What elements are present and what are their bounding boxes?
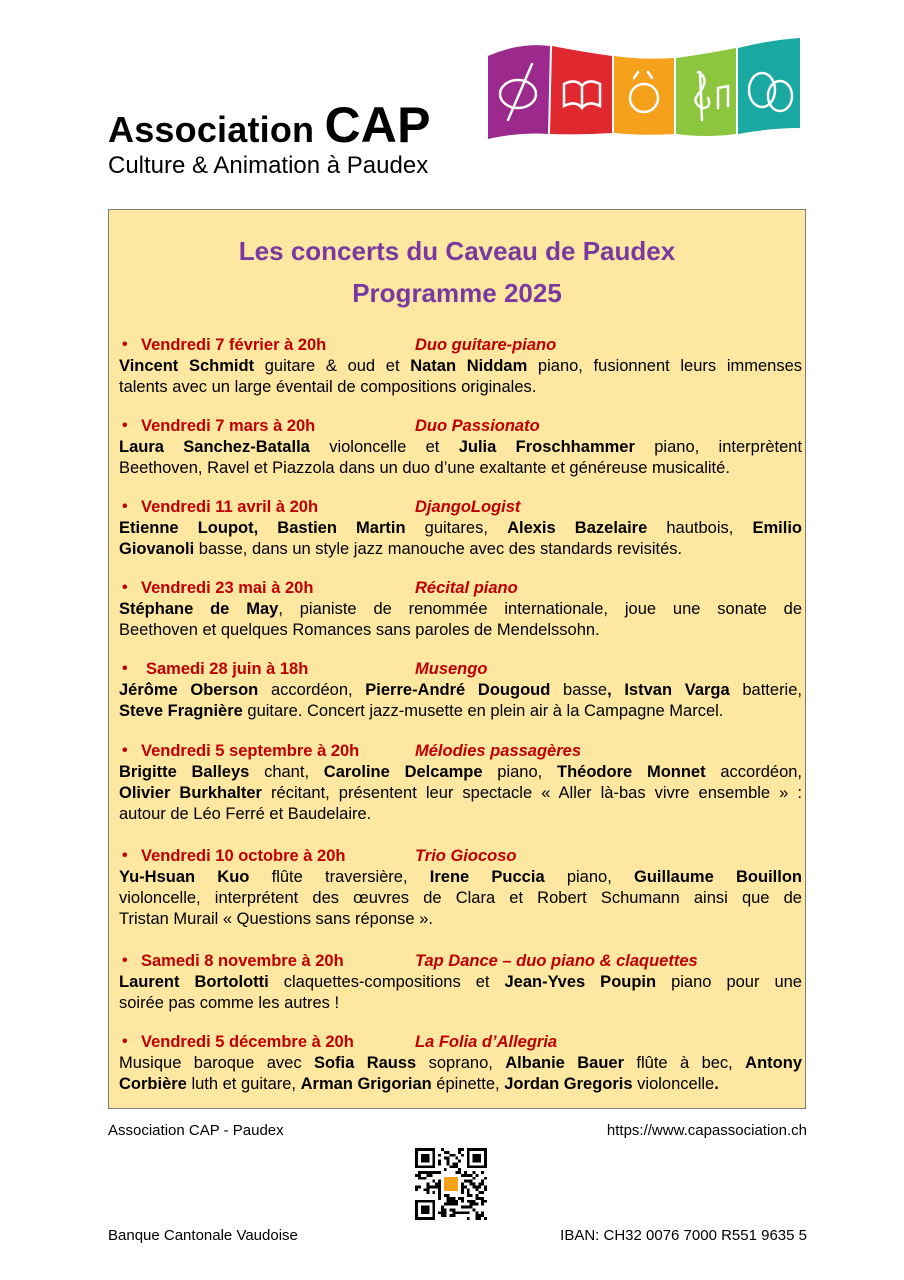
performer-name: Irene Puccia bbox=[429, 868, 545, 886]
concert-description-line bbox=[119, 620, 802, 641]
concert-header bbox=[119, 578, 802, 599]
description-text: récitant, présentent leur spectacle « Aller là-bas vivre ensemble » : bbox=[261, 784, 802, 802]
performer-name: Guillaume Bouillon bbox=[634, 868, 802, 886]
description-text: guitare & oud et bbox=[254, 357, 411, 375]
concert-date: Vendredi 5 septembre à 20h bbox=[141, 742, 360, 760]
bullet-icon: • bbox=[122, 336, 128, 353]
concert-entry bbox=[119, 497, 802, 560]
concert-header bbox=[119, 497, 802, 518]
description-text: violoncelle, interprétent des œuvres de Clara et Robert Schumann ainsi que de bbox=[119, 889, 802, 907]
performer-name: Etienne Loupot, Bastien Martin bbox=[119, 519, 406, 537]
concert-entry bbox=[119, 578, 802, 641]
performer-name: Jérôme Oberson bbox=[119, 681, 259, 699]
concert-description-line bbox=[119, 377, 802, 398]
concert-description-line bbox=[119, 356, 802, 377]
association-subtitle: Culture & Animation à Paudex bbox=[108, 152, 429, 179]
performer-name: Sofia Rauss bbox=[313, 1054, 417, 1072]
description-text: claquettes-compositions et bbox=[268, 973, 505, 991]
description-text: autour de Léo Ferré et Baudelaire. bbox=[119, 805, 372, 823]
description-text: luth et guitare, bbox=[186, 1075, 301, 1093]
performer-name: Giovanoli bbox=[119, 540, 195, 558]
performer-name: Laura Sanchez-Batalla bbox=[119, 438, 310, 456]
description-text: chant, bbox=[249, 763, 324, 781]
concert-description-line bbox=[119, 539, 802, 560]
concert-title: Tap Dance – duo piano & claquettes bbox=[415, 952, 698, 970]
concert-date: Vendredi 5 décembre à 20h bbox=[141, 1033, 354, 1051]
concert-description-line bbox=[119, 888, 802, 909]
concert-title: Duo guitare-piano bbox=[415, 336, 557, 354]
concert-entry bbox=[119, 416, 802, 479]
bank-name: Banque Cantonale Vaudoise bbox=[108, 1227, 298, 1244]
concert-description-line bbox=[119, 1053, 802, 1074]
qr-code-icon[interactable] bbox=[415, 1148, 487, 1220]
performer-name: Brigitte Balleys bbox=[119, 763, 250, 781]
description-text: Beethoven et quelques Romances sans paroles de Mendelssohn. bbox=[119, 621, 600, 639]
concert-description-line bbox=[119, 518, 802, 539]
description-text: piano, interprètent bbox=[634, 438, 803, 456]
concert-description-line bbox=[119, 458, 802, 479]
performer-name: Laurent Bortolotti bbox=[119, 973, 269, 991]
program-heading: Les concerts du Caveau de Paudex bbox=[238, 236, 676, 266]
performer-name: Jordan Gregoris bbox=[504, 1075, 633, 1093]
description-text: basse bbox=[550, 681, 608, 699]
description-text: piano, bbox=[544, 868, 635, 886]
concert-program-box bbox=[108, 209, 806, 1109]
performer-name: Jean-Yves Poupin bbox=[504, 973, 657, 991]
concert-description-line bbox=[119, 701, 802, 722]
performer-name: Yu-Hsuan Kuo bbox=[119, 868, 250, 886]
concert-entry bbox=[119, 741, 802, 825]
description-text: violoncelle et bbox=[309, 438, 459, 456]
cap-arts-logo bbox=[488, 38, 802, 140]
description-text: soirée pas comme les autres ! bbox=[119, 994, 340, 1012]
bullet-icon: • bbox=[122, 952, 128, 969]
description-text: guitare. Concert jazz-musette en plein air à la Campagne Marcel. bbox=[242, 702, 724, 720]
concert-entry bbox=[119, 659, 802, 722]
concert-title: La Folia d’Allegria bbox=[415, 1033, 558, 1051]
performer-name: Steve Fragnière bbox=[119, 702, 243, 720]
description-text: piano pour une bbox=[656, 973, 802, 991]
description-text: basse, dans un style jazz manouche avec des standards revisités. bbox=[194, 540, 683, 558]
qr-logo-mark bbox=[444, 1177, 458, 1191]
concert-header bbox=[119, 741, 802, 762]
description-text: batterie, bbox=[729, 681, 802, 699]
description-text: Tristan Murail « Questions sans réponse ». bbox=[119, 910, 433, 928]
concert-header bbox=[119, 659, 802, 680]
concert-entry bbox=[119, 951, 802, 1014]
description-text: flûte traversière, bbox=[249, 868, 430, 886]
bullet-icon: • bbox=[122, 742, 128, 759]
concert-title: Récital piano bbox=[415, 579, 518, 597]
concert-date: Vendredi 23 mai à 20h bbox=[141, 579, 314, 597]
concert-date: Vendredi 11 avril à 20h bbox=[141, 498, 319, 516]
logo-panel-animation bbox=[614, 56, 674, 135]
concert-header bbox=[119, 335, 802, 356]
concert-description-line bbox=[119, 972, 802, 993]
description-text: flûte à bec, bbox=[624, 1054, 746, 1072]
concert-description-line bbox=[119, 680, 802, 701]
footer-website-link[interactable]: https://www.capassociation.ch bbox=[606, 1122, 807, 1139]
description-text: soprano, bbox=[416, 1054, 506, 1072]
concert-header bbox=[119, 416, 802, 437]
bullet-icon: • bbox=[122, 1033, 128, 1050]
performer-name: Natan Niddam bbox=[410, 357, 528, 375]
bullet-icon: • bbox=[122, 847, 128, 864]
description-text: épinette, bbox=[431, 1075, 505, 1093]
concert-description-line bbox=[119, 804, 802, 825]
concert-title: DjangoLogist bbox=[415, 498, 521, 516]
performer-name: . bbox=[714, 1075, 719, 1093]
performer-name: Vincent Schmidt bbox=[119, 357, 255, 375]
performer-name: Antony bbox=[745, 1054, 802, 1072]
concert-description-line bbox=[119, 783, 802, 804]
concert-title: Duo Passionato bbox=[415, 417, 540, 435]
concert-description-line bbox=[119, 909, 802, 930]
concert-title: Mélodies passagères bbox=[415, 742, 581, 760]
bullet-icon: • bbox=[122, 498, 128, 515]
description-text: piano, bbox=[482, 763, 558, 781]
description-text: , pianiste de renommée internationale, joue une sonate de bbox=[278, 600, 802, 618]
concert-header bbox=[119, 1032, 802, 1053]
association-title: Association CAP bbox=[108, 97, 431, 153]
performer-name: Olivier Burkhalter bbox=[119, 784, 262, 802]
concert-date: Vendredi 10 octobre à 20h bbox=[141, 847, 346, 865]
performer-name: , Istvan Varga bbox=[607, 681, 730, 699]
concert-date: Samedi 28 juin à 18h bbox=[146, 660, 309, 678]
bullet-icon: • bbox=[122, 417, 128, 434]
concert-description-line bbox=[119, 762, 802, 783]
description-text: accordéon, bbox=[705, 763, 803, 781]
description-text: talents avec un large éventail de compositions originales. bbox=[119, 378, 537, 396]
concert-description-line bbox=[119, 437, 802, 458]
performer-name: Théodore Monnet bbox=[557, 763, 706, 781]
performer-name: Pierre-André Dougoud bbox=[365, 681, 551, 699]
description-text: Beethoven, Ravel et Piazzola dans un duo d’une exaltante et généreuse musicalité. bbox=[119, 459, 730, 477]
concert-date: Samedi 8 novembre à 20h bbox=[141, 952, 344, 970]
concert-title: Trio Giocoso bbox=[415, 847, 517, 865]
iban: IBAN: CH32 0076 7000 R551 9635 5 bbox=[560, 1227, 807, 1244]
concert-header bbox=[119, 846, 802, 867]
performer-name: Alexis Bazelaire bbox=[507, 519, 648, 537]
performer-name: Emilio bbox=[752, 519, 802, 537]
concert-date: Vendredi 7 février à 20h bbox=[141, 336, 327, 354]
concert-date: Vendredi 7 mars à 20h bbox=[141, 417, 316, 435]
description-text: violoncelle bbox=[632, 1075, 715, 1093]
description-text: hautbois, bbox=[647, 519, 753, 537]
performer-name: Stéphane de May bbox=[119, 600, 279, 618]
concert-description-line bbox=[119, 993, 802, 1014]
bullet-icon: • bbox=[122, 579, 128, 596]
program-year-heading: Programme 2025 bbox=[352, 278, 562, 308]
concert-title: Musengo bbox=[415, 660, 488, 678]
concert-description-line bbox=[119, 599, 802, 620]
description-text: guitares, bbox=[405, 519, 508, 537]
description-text: piano, fusionnent leurs immenses bbox=[527, 357, 803, 375]
concert-header bbox=[119, 951, 802, 972]
performer-name: Caroline Delcampe bbox=[323, 763, 483, 781]
concert-description-line bbox=[119, 867, 802, 888]
description-text: Musique baroque avec bbox=[119, 1054, 314, 1072]
concert-entry bbox=[119, 1032, 802, 1095]
bullet-icon: • bbox=[122, 660, 128, 677]
logo-panel-theatre bbox=[738, 38, 800, 134]
concert-description-line bbox=[119, 1074, 802, 1095]
footer-association: Association CAP - Paudex bbox=[108, 1122, 284, 1139]
performer-name: Albanie Bauer bbox=[505, 1054, 625, 1072]
concert-entry bbox=[119, 846, 802, 930]
performer-name: Arman Grigorian bbox=[300, 1075, 432, 1093]
description-text: accordéon, bbox=[258, 681, 366, 699]
performer-name: Corbière bbox=[119, 1075, 187, 1093]
concert-entry bbox=[119, 335, 802, 398]
performer-name: Julia Froschhammer bbox=[458, 438, 635, 456]
